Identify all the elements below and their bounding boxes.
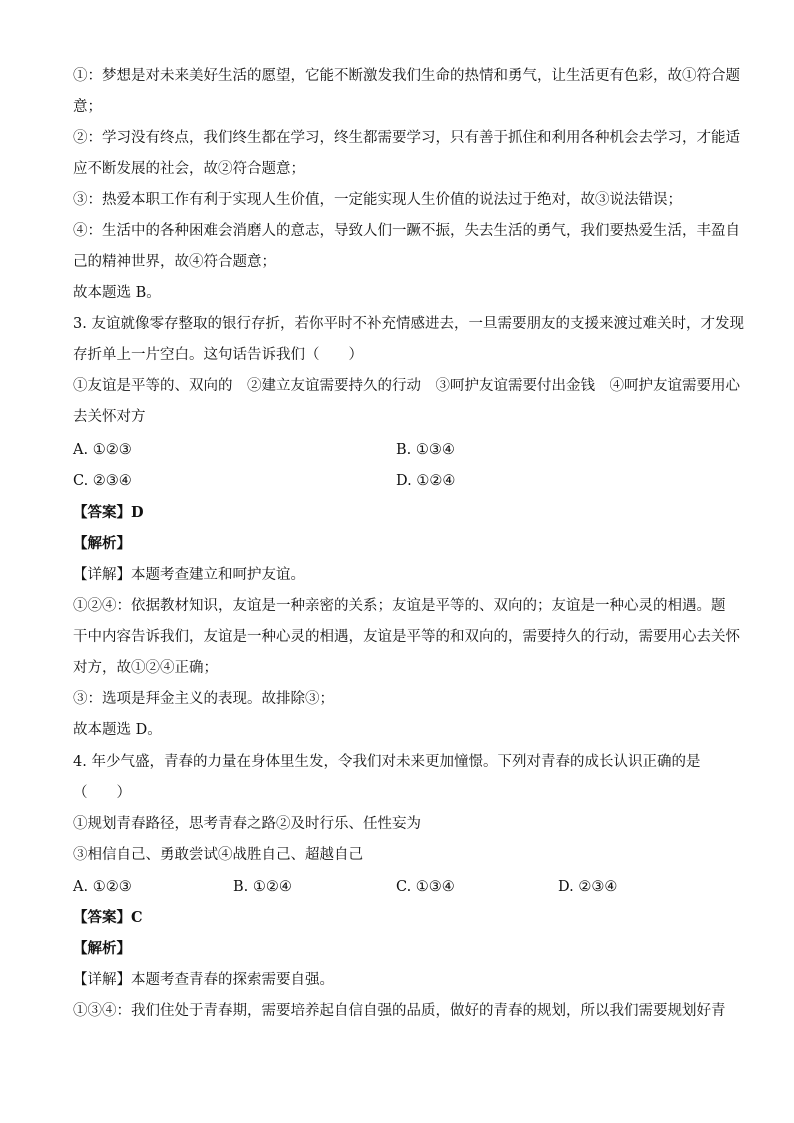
q4-option-d: D. ②③④ <box>558 879 618 895</box>
q3-detail: 故本题选 D。 <box>73 722 162 738</box>
question-4-choices: ①规划青春路径，思考青春之路②及时行乐、任性妄为 <box>73 816 421 832</box>
q3-detail: ③：选项是拜金主义的表现。故排除③； <box>73 691 334 707</box>
q4-option-a: A. ①②③ <box>73 879 132 895</box>
question-4-choices: ③相信自己、勇敢尝试④战胜自己、超越自己 <box>73 847 363 863</box>
text-line: ②：学习没有终点，我们终生都在学习，终生都需要学习，只有善于抓住和利用各种机会去学习，才能适 <box>73 130 740 146</box>
q4-analysis-label: 【解析】 <box>73 940 131 957</box>
q4-detail: ①③④：我们住处于青春期，需要培养起自信自强的品质，做好的青春的规划，所以我们需要规划好青 <box>73 1003 726 1019</box>
q4-option-b: B. ①②④ <box>233 879 292 895</box>
text-line: ③：热爱本职工作有利于实现人生价值，一定能实现人生价值的说法过于绝对，故③说法错误； <box>73 192 682 208</box>
q4-answer: 【答案】C <box>73 909 143 926</box>
question-3-choices: 去关怀对方 <box>73 409 146 425</box>
text-line: 意； <box>73 99 102 115</box>
text-line: ④：生活中的各种困难会消磨人的意志，导致人们一蹶不振，失去生活的勇气，我们要热爱生活，丰盈自 <box>73 223 740 239</box>
text-line: 故本题选 B。 <box>73 285 161 301</box>
question-3-stem: 3. 友谊就像零存整取的银行存折，若你平时不补充情感进去，一旦需要朋友的支援来渡过难关时，才发现 <box>73 316 744 332</box>
q3-detail: 【详解】本题考查建立和呵护友谊。 <box>73 567 305 583</box>
q3-detail: 干中内容告诉我们，友谊是一种心灵的相遇，友谊是平等的和双向的，需要持久的行动，需要用心去关怀 <box>73 629 740 645</box>
q3-option-c: C. ②③④ <box>73 473 132 489</box>
q3-option-d: D. ①②④ <box>396 473 456 489</box>
q3-option-a: A. ①②③ <box>73 442 132 458</box>
q4-option-c: C. ①③④ <box>396 879 455 895</box>
question-3-choices: ①友谊是平等的、双向的 ②建立友谊需要持久的行动 ③呵护友谊需要付出金钱 ④呵护友谊需要用心 <box>73 378 740 394</box>
q3-option-b: B. ①③④ <box>396 442 455 458</box>
q3-detail: ①②④：依据教材知识，友谊是一种亲密的关系；友谊是平等的、双向的；友谊是一种心灵的相遇。题 <box>73 598 726 614</box>
text-line: 己的精神世界，故④符合题意； <box>73 254 276 270</box>
q3-detail: 对方，故①②④正确； <box>73 660 218 676</box>
text-line: ①：梦想是对未来美好生活的愿望，它能不断激发我们生命的热情和勇气，让生活更有色彩，故①符合题 <box>73 68 740 84</box>
q3-analysis-label: 【解析】 <box>73 535 131 552</box>
question-4-stem: （ ） <box>73 785 131 801</box>
q4-detail: 【详解】本题考查青春的探索需要自强。 <box>73 972 334 988</box>
question-3-stem: 存折单上一片空白。这句话告诉我们（ ） <box>73 347 363 363</box>
text-line: 应不断发展的社会，故②符合题意； <box>73 161 305 177</box>
question-4-stem: 4. 年少气盛，青春的力量在身体里生发，令我们对未来更加憧憬。下列对青春的成长认识正确的是 <box>73 754 701 770</box>
q3-answer: 【答案】D <box>73 504 144 521</box>
